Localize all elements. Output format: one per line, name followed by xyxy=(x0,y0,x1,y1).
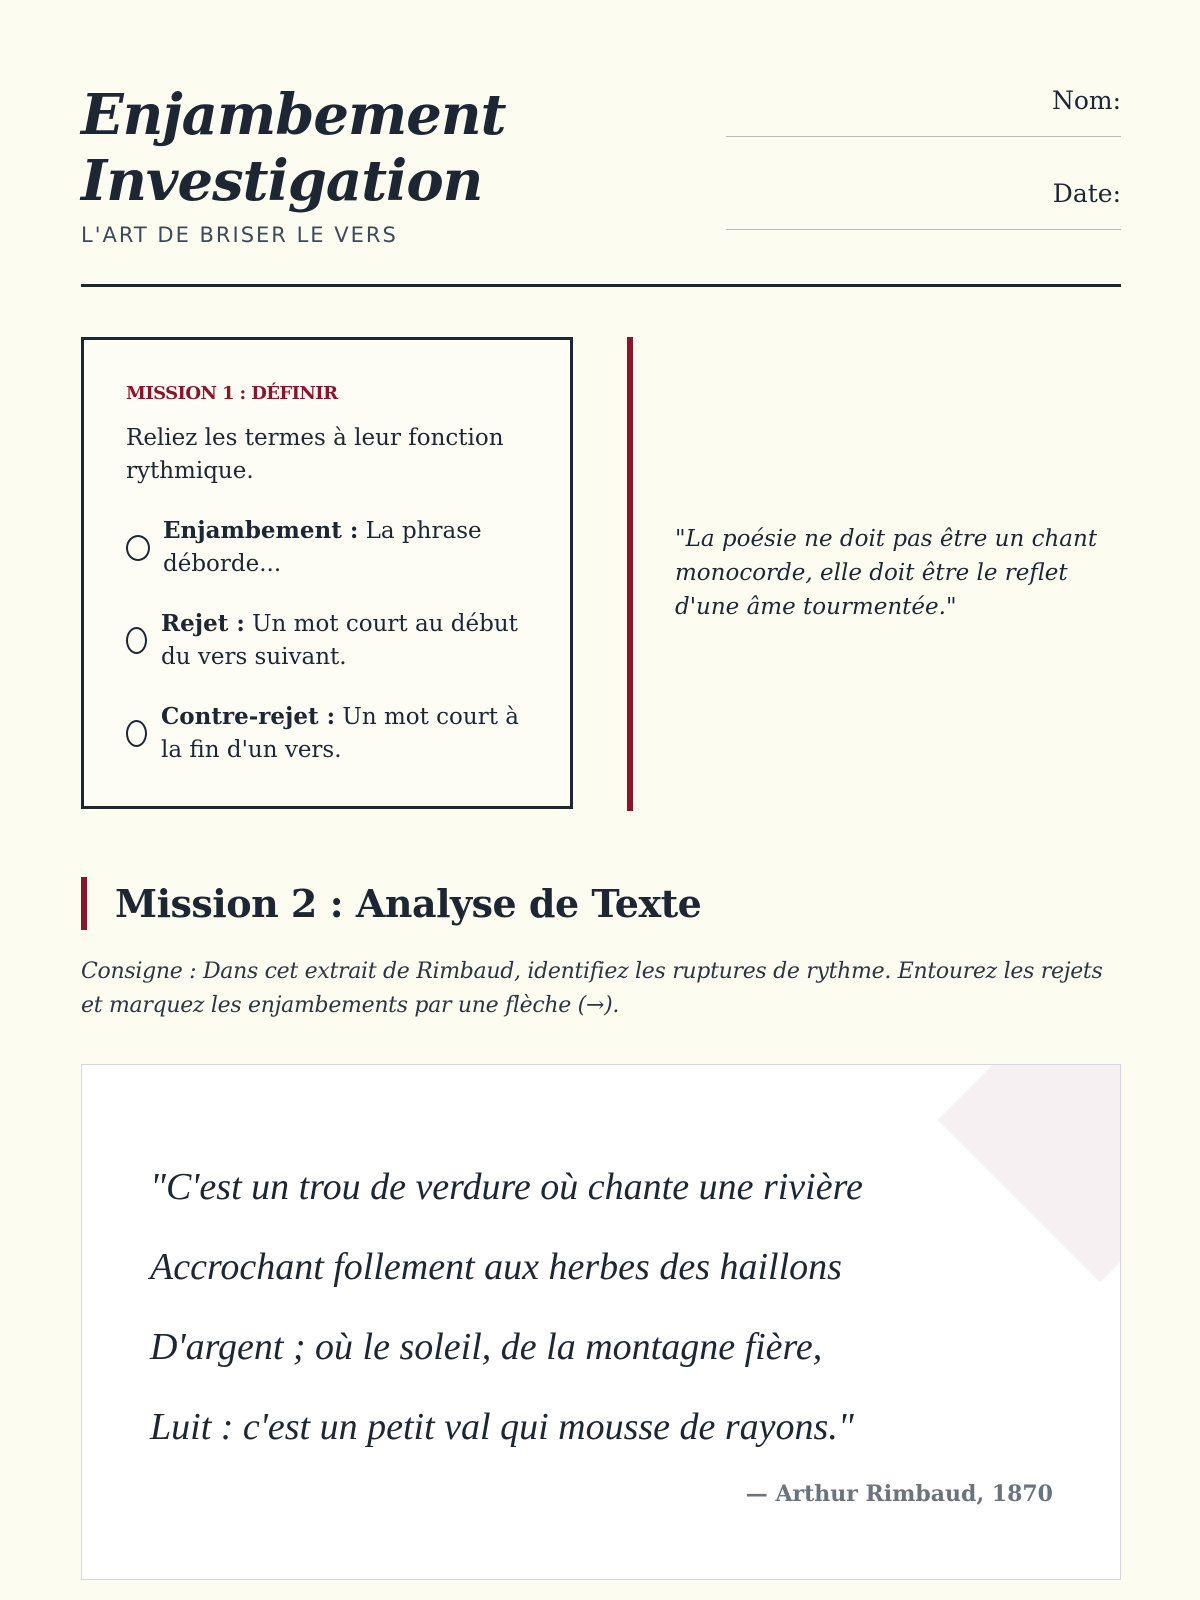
option-rejet[interactable] xyxy=(126,607,526,674)
poem-line[interactable]: "C'est un trou de verdure où chante une rivière xyxy=(150,1166,863,1208)
option-text xyxy=(163,514,526,581)
option-definition: La phrase déborde... xyxy=(163,518,482,577)
poem-line[interactable]: D'argent ; où le soleil, de la montagne fière, xyxy=(150,1326,823,1368)
mission-1-box xyxy=(81,337,573,809)
mission-2-instructions: Consigne : Dans cet extrait de Rimbaud, identifiez les ruptures de rythme. Entourez les rejets et marquez les enjambements par une flèche (→). xyxy=(81,959,1103,1018)
radio-circle[interactable] xyxy=(126,627,147,654)
poem-lines xyxy=(150,1147,863,1467)
poem-box xyxy=(81,1064,1121,1580)
date-label: Date: xyxy=(1052,179,1121,208)
worksheet-header xyxy=(81,0,1121,287)
name-field[interactable] xyxy=(726,86,1121,137)
radio-circle[interactable] xyxy=(126,535,150,561)
mission-1-intro: Reliez les termes à leur fonction rythmique. xyxy=(126,425,504,484)
option-enjambement[interactable] xyxy=(126,514,526,581)
poem-attribution: — Arthur Rimbaud, 1870 xyxy=(745,1481,1053,1507)
mission-1-heading: MISSION 1 : DÉFINIR xyxy=(126,383,338,404)
name-blank-line[interactable] xyxy=(726,136,1121,137)
worksheet-subtitle: L'ART DE BRISER LE VERS xyxy=(81,223,398,247)
title-line-2: Investigation xyxy=(81,148,483,214)
option-text xyxy=(161,700,526,767)
poem-line[interactable]: Luit : c'est un petit val qui mousse de rayons." xyxy=(150,1406,854,1448)
date-field[interactable] xyxy=(726,179,1121,230)
pull-quote: "La poésie ne doit pas être un chant monocorde, elle doit être le reflet d'une âme tourmentée." xyxy=(675,526,1098,620)
option-term: Rejet : xyxy=(161,610,245,637)
option-contre-rejet[interactable] xyxy=(126,700,526,767)
option-definition: Un mot court à la fin d'un vers. xyxy=(161,704,519,763)
radio-circle[interactable] xyxy=(126,720,147,747)
option-definition: Un mot court au début du vers suivant. xyxy=(161,611,518,670)
mission-2-accent-bar xyxy=(81,877,87,930)
option-term: Contre-rejet : xyxy=(161,703,336,730)
option-text xyxy=(161,607,526,674)
option-term: Enjambement : xyxy=(163,517,359,544)
worksheet-title xyxy=(81,82,505,214)
poem-line[interactable]: Accrochant follement aux herbes des haillons xyxy=(150,1246,842,1288)
mission-2-title: Mission 2 : Analyse de Texte xyxy=(115,881,702,926)
worksheet-page xyxy=(81,0,1121,1600)
date-blank-line[interactable] xyxy=(726,229,1121,230)
name-label: Nom: xyxy=(1051,86,1121,115)
decorative-diamond xyxy=(937,1064,1121,1283)
quote-accent-bar xyxy=(627,337,633,811)
title-line-1: Enjambement xyxy=(81,82,506,148)
